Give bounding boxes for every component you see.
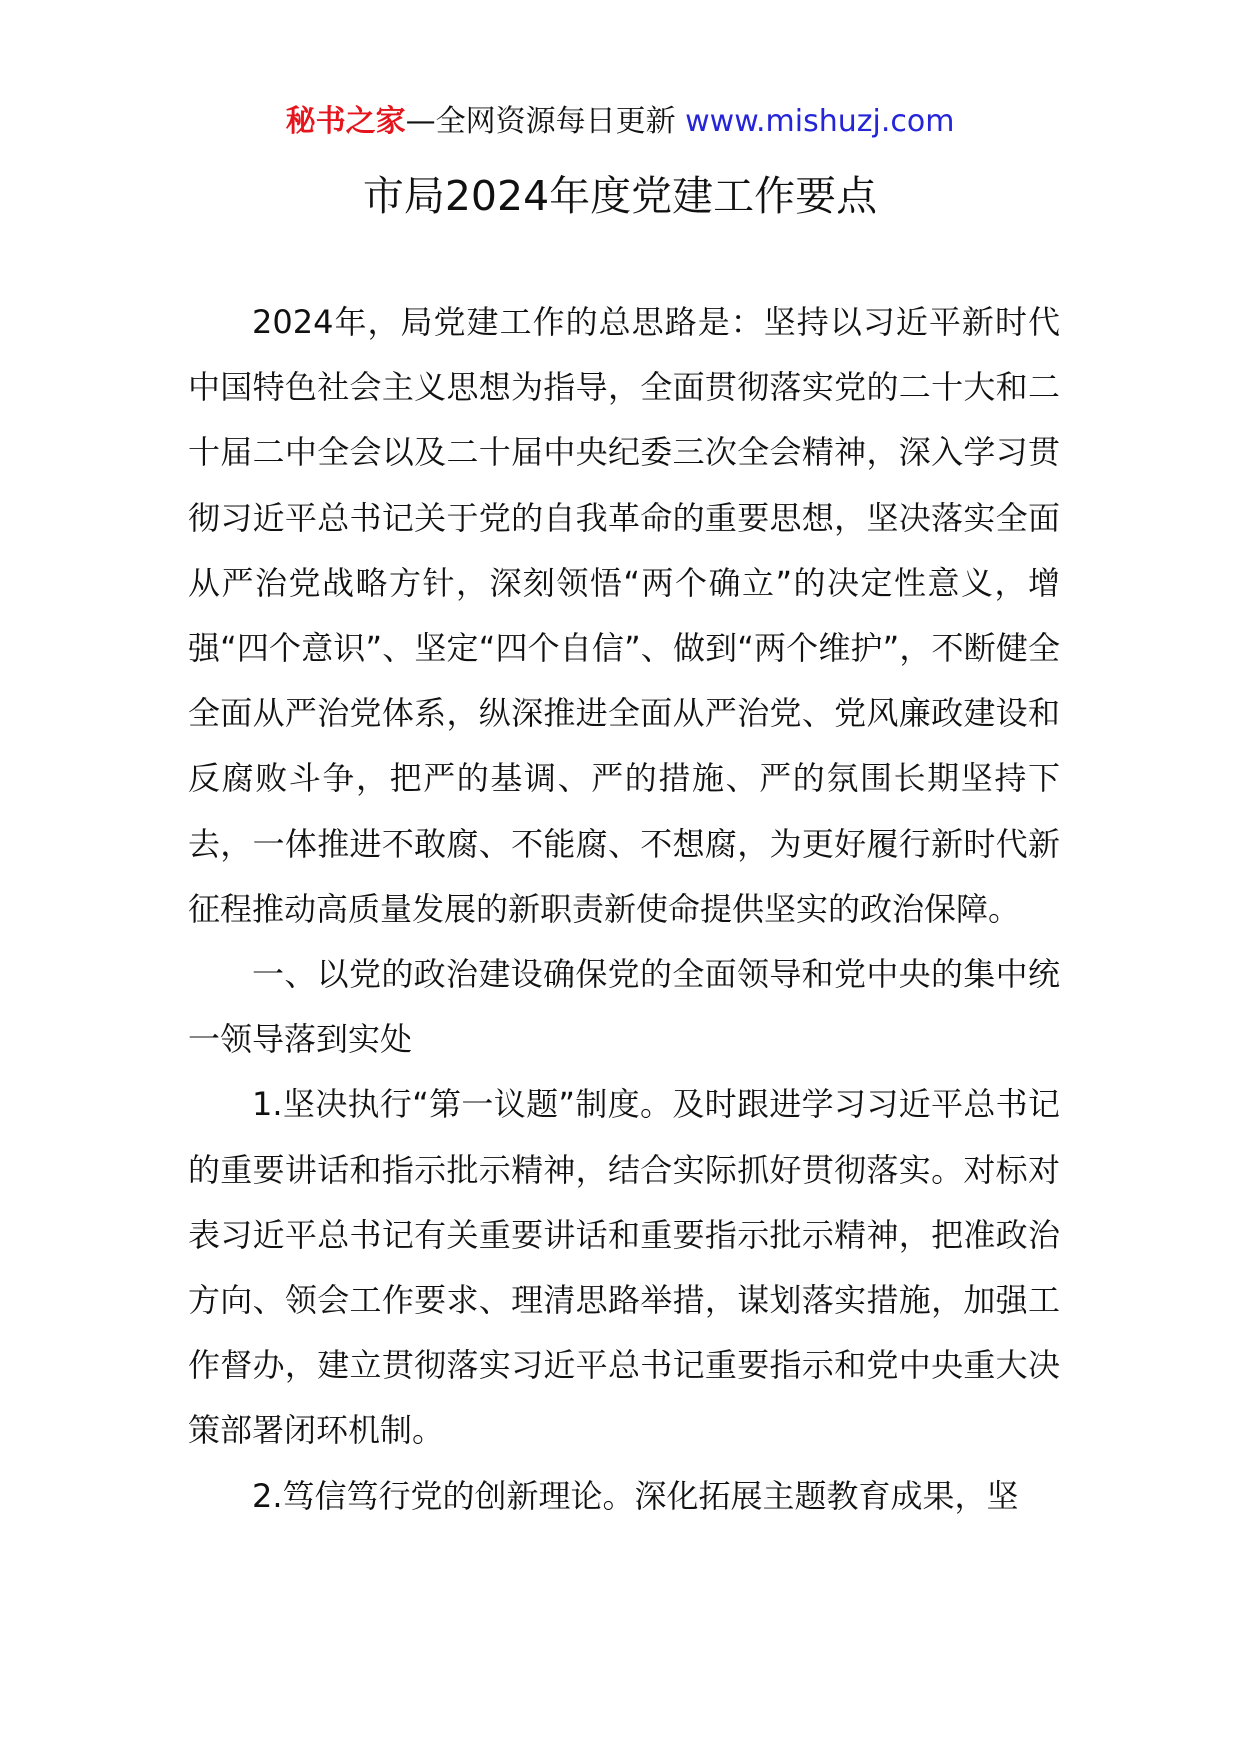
document-title: 市局2024年度党建工作要点 bbox=[362, 172, 878, 220]
intro-paragraph: 2024年，局党建工作的总思路是：坚持以习近平新时代中国特色社会主义思想为指导，全面贯彻落实党的二十大和二十届二中全会以及二十届中央纪委三次全会精神，深入学习贯彻习近平总书记关于党的自我革命的重要思想，坚决落实全面从严治党战略方针，深刻领悟“两个确立”的决定性意义，增强“四个意识”、坚定“四个自信”、做到“两个维护”，不断健全全面从严治党体系，纵深推进全面从严治党、党风廉政建设和反腐败斗争，把严的基调、严的措施、严的氛围长期坚持下去，一体推进不敢腐、不能腐、不想腐，为更好履行新时代新征程推动高质量发展的新职责新使命提供坚实的政治保障。 bbox=[188, 303, 1060, 928]
site-url-link[interactable]: www.mishuzj.com bbox=[685, 104, 955, 139]
item-paragraph-1: 1.坚决执行“第一议题”制度。及时跟进学习习近平总书记的重要讲话和指示批示精神，结合实际抓好贯彻落实。对标对表习近平总书记有关重要讲话和重要指示批示精神，把准政治方向、领会工作要求、理清思路举措，谋划落实措施，加强工作督办，建立贯彻落实习近平总书记重要指示和党中央重大决策部署闭环机制。 bbox=[188, 1085, 1060, 1450]
brand-name: 秘书之家 bbox=[285, 104, 406, 139]
item-paragraph-2: 2.笃信笃行党的创新理论。深化拓展主题教育成果，坚 bbox=[252, 1476, 1019, 1515]
site-header bbox=[0, 100, 1240, 144]
section-heading-1: 一、以党的政治建设确保党的全面领导和党中央的集中统一领导落到实处 bbox=[188, 955, 1060, 1059]
header-tagline: —全网资源每日更新 bbox=[405, 104, 676, 139]
document-body bbox=[188, 290, 1060, 1529]
